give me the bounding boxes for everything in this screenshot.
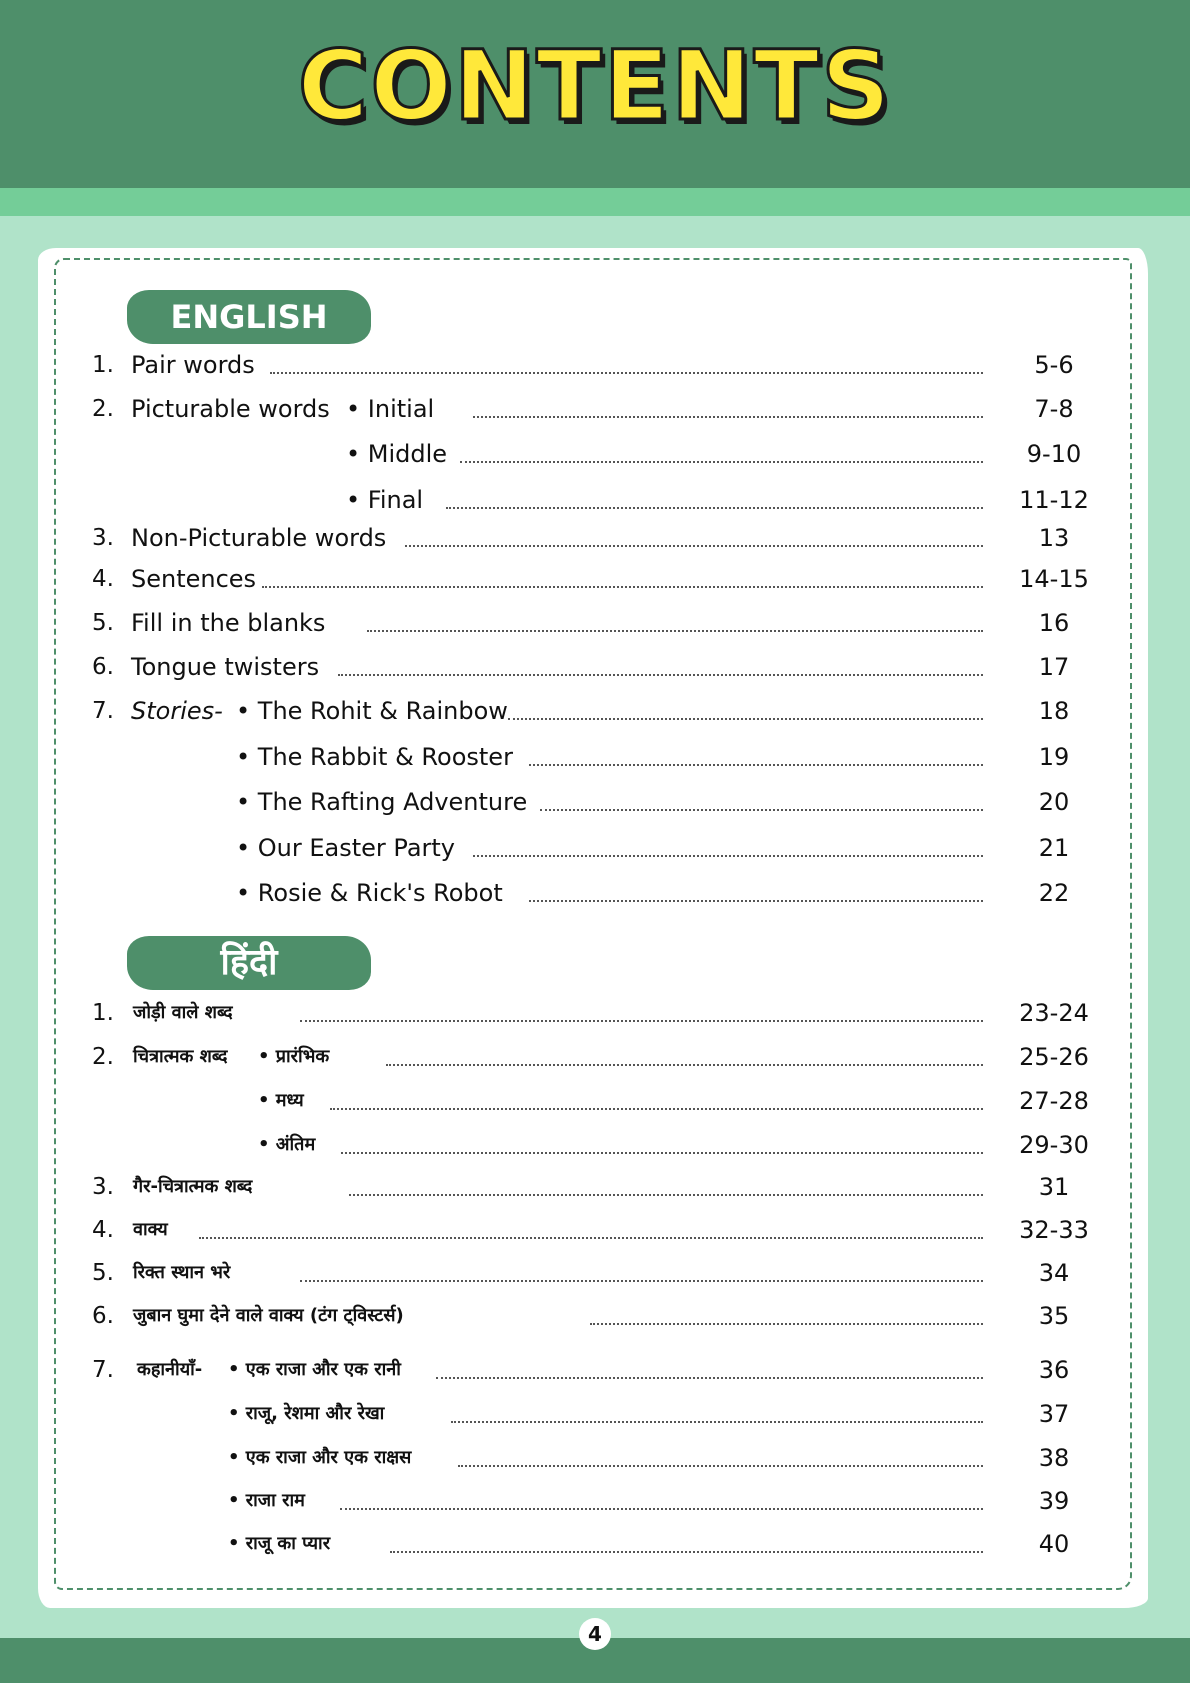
entry-title: • एक राजा और एक रानी	[228, 1359, 401, 1380]
dot-leader	[458, 1465, 983, 1467]
dot-leader	[473, 855, 983, 857]
entry-title: • The Rabbit & Rooster	[236, 743, 513, 771]
dot-leader	[386, 1064, 983, 1066]
entry-title: • The Rohit & Rainbow	[236, 697, 508, 725]
entry-title: • Middle	[346, 440, 448, 468]
entry-number: 3.	[92, 525, 114, 551]
english-toc-row	[0, 873, 1190, 913]
dot-leader	[529, 900, 983, 902]
entry-title: • The Rafting Adventure	[236, 788, 528, 816]
entry-title: • Final	[346, 486, 424, 514]
dot-leader	[446, 507, 983, 509]
dot-leader	[508, 718, 983, 720]
entry-group-title: Picturable words	[131, 395, 330, 423]
hindi-toc-row	[0, 1438, 1190, 1478]
hindi-toc-row	[0, 993, 1190, 1033]
page-title: CONTENTS	[297, 30, 893, 142]
page-range: 18	[1038, 697, 1070, 725]
dot-leader	[338, 674, 983, 676]
page-range: 36	[1038, 1356, 1070, 1384]
dot-leader	[341, 1152, 983, 1154]
page-range: 9-10	[1026, 440, 1082, 468]
entry-group-title: Stories-	[131, 697, 223, 725]
entry-title: जोड़ी वाले शब्द	[133, 1002, 233, 1023]
page-range: 17	[1038, 653, 1070, 681]
dot-leader	[405, 545, 983, 547]
entry-number: 6.	[92, 654, 114, 680]
dot-leader	[340, 1508, 983, 1510]
dot-leader	[451, 1421, 983, 1423]
dot-leader	[473, 416, 983, 418]
entry-title: Fill in the blanks	[131, 609, 326, 637]
page-range: 40	[1038, 1530, 1070, 1558]
dot-leader	[349, 1194, 983, 1196]
hindi-toc-row	[0, 1125, 1190, 1165]
english-section-heading: ENGLISH	[127, 290, 371, 344]
page-range: 5-6	[1034, 351, 1074, 379]
entry-number: 6.	[92, 1303, 114, 1329]
entry-title: • Initial	[346, 395, 435, 423]
dot-leader	[262, 586, 983, 588]
hindi-toc-row	[0, 1253, 1190, 1293]
entry-title: • Rosie & Rick's Robot	[236, 879, 503, 907]
dot-leader	[300, 1020, 983, 1022]
entry-title: रिक्त स्थान भरे	[133, 1262, 231, 1283]
dot-leader	[590, 1323, 983, 1325]
hindi-toc-row	[0, 1296, 1190, 1336]
entry-title: Non-Picturable words	[131, 524, 387, 552]
hindi-toc-row	[0, 1394, 1190, 1434]
page-range: 16	[1038, 609, 1070, 637]
entry-title: • अंतिम	[258, 1134, 316, 1155]
page-range: 35	[1038, 1302, 1070, 1330]
dot-leader	[460, 461, 983, 463]
dot-leader	[199, 1237, 983, 1239]
entry-number: 7.	[92, 1357, 114, 1383]
page-range: 13	[1038, 524, 1070, 552]
hindi-toc-row	[0, 1524, 1190, 1564]
entry-number: 4.	[92, 566, 114, 592]
entry-title: Pair words	[131, 351, 255, 379]
entry-number: 4.	[92, 1217, 114, 1243]
page-number: 4	[579, 1618, 611, 1650]
english-toc-row	[0, 518, 1190, 558]
english-toc-row	[0, 345, 1190, 385]
page-range: 20	[1038, 788, 1070, 816]
entry-number: 5.	[92, 610, 114, 636]
page-range: 27-28	[1019, 1087, 1089, 1115]
page-range: 32-33	[1019, 1216, 1089, 1244]
hindi-toc-row	[0, 1081, 1190, 1121]
hindi-toc-row	[0, 1167, 1190, 1207]
entry-title: गैर-चित्रात्मक शब्द	[133, 1176, 253, 1197]
dot-leader	[367, 630, 983, 632]
entry-title: वाक्य	[133, 1219, 168, 1240]
page-range: 23-24	[1019, 999, 1089, 1027]
page-range: 22	[1038, 879, 1070, 907]
dot-leader	[390, 1551, 983, 1553]
entry-group-title: कहानीयाँ-	[137, 1359, 203, 1380]
english-toc-row	[0, 828, 1190, 868]
hindi-toc-row	[0, 1350, 1190, 1390]
page-range: 38	[1038, 1444, 1070, 1472]
english-toc-row	[0, 647, 1190, 687]
page-range: 25-26	[1019, 1043, 1089, 1071]
hindi-section-heading: हिंदी	[127, 936, 371, 990]
dot-leader	[529, 764, 983, 766]
english-toc-row	[0, 737, 1190, 777]
entry-number: 5.	[92, 1260, 114, 1286]
dot-leader	[540, 809, 983, 811]
entry-title: • Our Easter Party	[236, 834, 456, 862]
dot-leader	[436, 1377, 983, 1379]
header-stripe	[0, 188, 1190, 216]
page-range: 34	[1038, 1259, 1070, 1287]
page-range: 37	[1038, 1400, 1070, 1428]
dot-leader	[300, 1280, 983, 1282]
entry-number: 1.	[92, 352, 114, 378]
english-toc-row	[0, 480, 1190, 520]
entry-title: • राजा राम	[228, 1490, 305, 1511]
english-toc-row	[0, 691, 1190, 731]
english-toc-row	[0, 434, 1190, 474]
entry-title: Sentences	[131, 565, 257, 593]
hindi-toc-row	[0, 1481, 1190, 1521]
entry-title: • एक राजा और एक राक्षस	[228, 1447, 412, 1468]
entry-group-title: चित्रात्मक शब्द	[133, 1046, 228, 1067]
page-range: 14-15	[1019, 565, 1089, 593]
entry-title: • राजू, रेशमा और रेखा	[228, 1403, 385, 1424]
entry-title: • प्रारंभिक	[258, 1046, 330, 1067]
english-toc-row	[0, 782, 1190, 822]
entry-number: 3.	[92, 1174, 114, 1200]
page-range: 39	[1038, 1487, 1070, 1515]
page-range: 31	[1038, 1173, 1070, 1201]
page-range: 29-30	[1019, 1131, 1089, 1159]
english-toc-row	[0, 559, 1190, 599]
entry-number: 2.	[92, 396, 114, 422]
entry-title: जुबान घुमा देने वाले वाक्य (टंग ट्विस्टर्स)	[133, 1305, 404, 1326]
entry-number: 1.	[92, 1000, 114, 1026]
hindi-toc-row	[0, 1037, 1190, 1077]
entry-title: Tongue twisters	[131, 653, 320, 681]
english-toc-row	[0, 389, 1190, 429]
title-container	[0, 30, 1190, 142]
entry-title: • राजू का प्यार	[228, 1533, 331, 1554]
page-range: 19	[1038, 743, 1070, 771]
dot-leader	[270, 372, 983, 374]
dot-leader	[330, 1108, 983, 1110]
entry-title: • मध्य	[258, 1090, 304, 1111]
entry-number: 7.	[92, 698, 114, 724]
english-toc-row	[0, 603, 1190, 643]
hindi-toc-row	[0, 1210, 1190, 1250]
entry-number: 2.	[92, 1044, 114, 1070]
page-range: 21	[1038, 834, 1070, 862]
page-range: 11-12	[1019, 486, 1089, 514]
page-range: 7-8	[1034, 395, 1074, 423]
